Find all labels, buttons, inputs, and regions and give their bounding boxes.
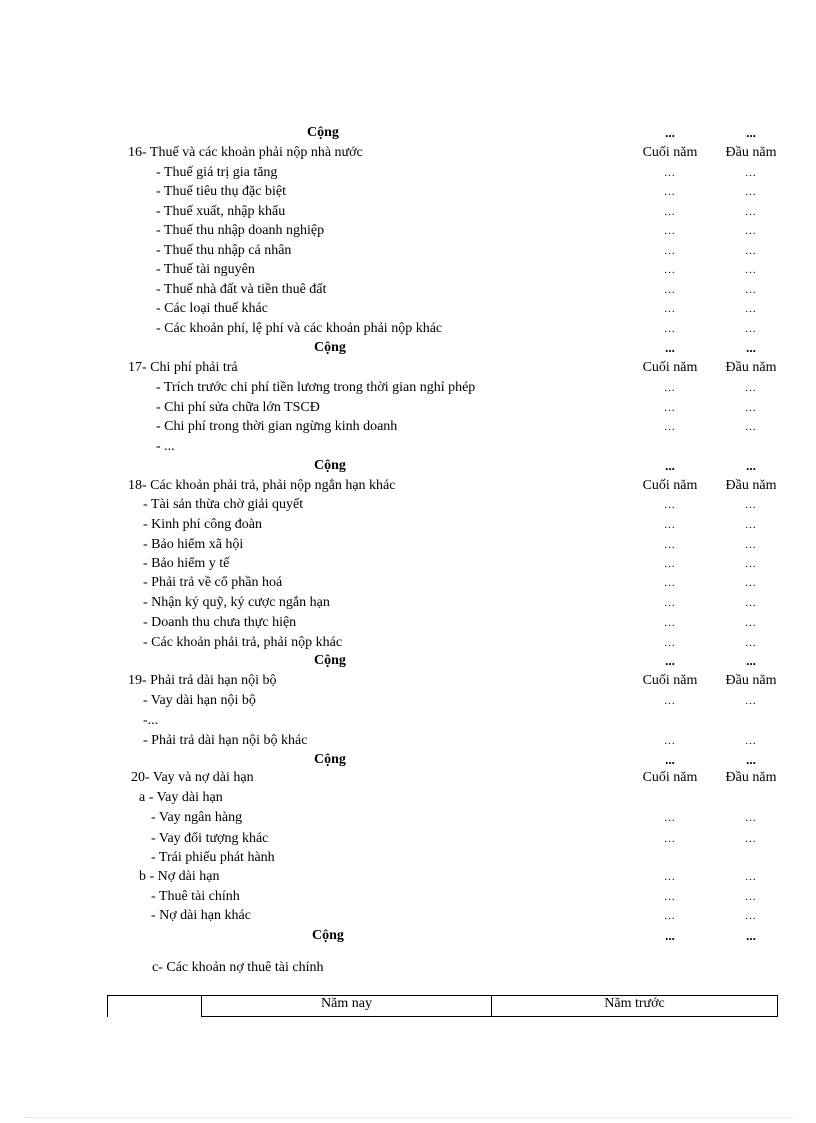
section-heading: 17- Chi phí phải trả	[128, 360, 238, 375]
table-header-current-year: Năm nay	[202, 996, 492, 1017]
line-item-row	[0, 241, 816, 261]
end-of-year-header: Cuối năm	[642, 673, 698, 688]
end-of-year-value: ...	[664, 910, 676, 922]
line-item-label: - Trích trước chi phí tiền lương trong thời gian nghỉ phép	[156, 380, 476, 395]
line-item-row	[0, 280, 816, 300]
line-item-row	[0, 906, 816, 926]
section-heading-row	[0, 358, 816, 378]
beginning-of-year-value: ...	[745, 539, 757, 551]
end-of-year-value: ...	[664, 558, 676, 570]
beginning-of-year-value: ...	[745, 402, 757, 414]
beginning-of-year-value: ...	[745, 833, 757, 845]
line-item-row	[0, 711, 816, 731]
line-item-row	[0, 319, 816, 339]
end-of-year-value: ...	[664, 597, 676, 609]
beginning-of-year-header: Đầu năm	[725, 673, 777, 688]
end-of-year-header: Cuối năm	[642, 360, 698, 375]
line-item-row	[0, 887, 816, 907]
line-item-label: - Phải trả dài hạn nội bộ khác	[143, 733, 308, 748]
line-item-label: - Các khoản phí, lệ phí và các khoản phải nộp khác	[156, 321, 443, 336]
beginning-of-year-value: ...	[745, 910, 757, 922]
line-item-label: - Thuế nhà đất và tiền thuê đất	[156, 282, 327, 297]
line-item-label: - Chi phí sửa chữa lớn TSCĐ	[156, 400, 320, 415]
beginning-of-year-value: ...	[746, 340, 756, 355]
line-item-label: a - Vay dài hạn	[139, 790, 223, 805]
line-item-label: - ...	[156, 439, 175, 454]
beginning-of-year-header: Đầu năm	[725, 360, 777, 375]
line-item-label: - Thuê tài chính	[151, 889, 240, 904]
total-label: Cộng	[314, 653, 346, 668]
total-row	[0, 651, 816, 671]
end-of-year-header: Cuối năm	[642, 478, 698, 493]
end-of-year-value: ...	[664, 186, 676, 198]
end-of-year-value: ...	[664, 167, 676, 179]
beginning-of-year-value: ...	[745, 735, 757, 747]
line-item-row	[0, 554, 816, 574]
table-header-previous-year: Năm trước	[492, 996, 778, 1017]
beginning-of-year-value: ...	[746, 458, 756, 473]
total-row	[0, 456, 816, 476]
line-item-label: - Bảo hiểm y tế	[143, 556, 230, 571]
line-item-label: - Phải trả về cổ phần hoá	[143, 575, 283, 590]
beginning-of-year-value: ...	[745, 167, 757, 179]
end-of-year-value: ...	[664, 577, 676, 589]
end-of-year-value: ...	[664, 891, 676, 903]
line-item-row	[0, 378, 816, 398]
line-item-label: - Nợ dài hạn khác	[151, 908, 251, 923]
total-row	[0, 123, 816, 143]
beginning-of-year-value: ...	[745, 871, 757, 883]
beginning-of-year-value: ...	[745, 421, 757, 433]
line-item-row	[0, 437, 816, 457]
end-of-year-value: ...	[664, 871, 676, 883]
line-item-label: - Thuế xuất, nhập khẩu	[156, 204, 286, 219]
beginning-of-year-value: ...	[746, 653, 756, 668]
end-of-year-value: ...	[665, 340, 675, 355]
line-item-label: - Các khoản phải trả, phải nộp khác	[143, 635, 343, 650]
line-item-row	[0, 613, 816, 633]
beginning-of-year-value: ...	[745, 264, 757, 276]
line-item-label: - Bảo hiểm xã hội	[143, 537, 244, 552]
beginning-of-year-value: ...	[745, 382, 757, 394]
beginning-of-year-header: Đầu năm	[725, 770, 777, 785]
beginning-of-year-value: ...	[745, 186, 757, 198]
beginning-of-year-value: ...	[745, 617, 757, 629]
end-of-year-value: ...	[665, 928, 675, 943]
end-of-year-value: ...	[664, 225, 676, 237]
end-of-year-value: ...	[664, 303, 676, 315]
line-item-row	[0, 633, 816, 653]
line-item-row	[0, 535, 816, 555]
end-of-year-value: ...	[665, 653, 675, 668]
end-of-year-value: ...	[664, 402, 676, 414]
line-item-row	[0, 573, 816, 593]
total-label: Cộng	[314, 458, 346, 473]
line-item-label: c- Các khoản nợ thuê tài chính	[152, 960, 324, 975]
line-item-label: - Doanh thu chưa thực hiện	[143, 615, 297, 630]
total-label: Cộng	[312, 928, 344, 943]
end-of-year-value: ...	[664, 499, 676, 511]
end-of-year-value: ...	[665, 752, 675, 767]
end-of-year-value: ...	[665, 125, 675, 140]
end-of-year-value: ...	[664, 812, 676, 824]
line-item-label: - Thuế thu nhập cá nhân	[156, 243, 292, 258]
end-of-year-value: ...	[664, 735, 676, 747]
line-item-row	[0, 417, 816, 437]
line-item-label: - Thuế thu nhập doanh nghiệp	[156, 223, 325, 238]
beginning-of-year-value: ...	[745, 812, 757, 824]
line-item-label: - Vay đối tượng khác	[151, 831, 269, 846]
beginning-of-year-value: ...	[745, 519, 757, 531]
section-heading: 19- Phải trả dài hạn nội bộ	[128, 673, 277, 688]
table-header-row	[108, 996, 778, 1017]
line-item-row	[0, 808, 816, 828]
total-label: Cộng	[307, 125, 339, 140]
line-item-row	[0, 221, 816, 241]
beginning-of-year-value: ...	[745, 695, 757, 707]
beginning-of-year-value: ...	[745, 303, 757, 315]
end-of-year-value: ...	[664, 323, 676, 335]
end-of-year-value: ...	[664, 245, 676, 257]
end-of-year-value: ...	[664, 539, 676, 551]
end-of-year-header: Cuối năm	[642, 145, 698, 160]
finance-lease-table	[107, 995, 778, 1017]
beginning-of-year-value: ...	[746, 752, 756, 767]
end-of-year-value: ...	[664, 382, 676, 394]
end-of-year-header: Cuối năm	[642, 770, 698, 785]
line-item-row	[0, 691, 816, 711]
section-heading: 16- Thuế và các khoản phải nộp nhà nước	[128, 145, 363, 160]
beginning-of-year-value: ...	[745, 891, 757, 903]
line-item-label: b - Nợ dài hạn	[139, 869, 220, 884]
line-item-row	[0, 593, 816, 613]
section-heading: 18- Các khoản phải trả, phải nộp ngắn hạn khác	[128, 478, 396, 493]
line-item-label: - Thuế tiêu thụ đặc biệt	[156, 184, 286, 199]
total-label: Cộng	[314, 340, 346, 355]
line-item-label: - Vay ngân hàng	[151, 810, 243, 825]
end-of-year-value: ...	[664, 695, 676, 707]
beginning-of-year-value: ...	[745, 206, 757, 218]
line-item-row	[0, 398, 816, 418]
beginning-of-year-value: ...	[745, 245, 757, 257]
beginning-of-year-value: ...	[745, 499, 757, 511]
beginning-of-year-value: ...	[745, 597, 757, 609]
end-of-year-value: ...	[664, 637, 676, 649]
line-item-label: - Tài sản thừa chờ giải quyết	[143, 497, 304, 512]
line-item-label: - Các loại thuế khác	[156, 301, 268, 316]
beginning-of-year-value: ...	[746, 928, 756, 943]
section-heading-row	[0, 768, 816, 788]
page-bottom-divider	[24, 1117, 794, 1118]
beginning-of-year-value: ...	[745, 577, 757, 589]
line-item-row	[0, 515, 816, 535]
line-item-label: - Nhận ký quỹ, ký cược ngắn hạn	[143, 595, 330, 610]
beginning-of-year-value: ...	[745, 284, 757, 296]
line-item-label: - Kinh phí công đoàn	[143, 517, 262, 532]
end-of-year-value: ...	[665, 458, 675, 473]
line-item-row	[0, 182, 816, 202]
total-row	[0, 338, 816, 358]
line-item-label: - Vay dài hạn nội bộ	[143, 693, 256, 708]
section-heading-row	[0, 476, 816, 496]
beginning-of-year-value: ...	[745, 637, 757, 649]
table-header-blank	[108, 996, 202, 1017]
end-of-year-value: ...	[664, 519, 676, 531]
beginning-of-year-value: ...	[745, 558, 757, 570]
line-item-row	[0, 260, 816, 280]
line-item-label: -...	[143, 713, 159, 728]
line-item-row	[0, 848, 816, 868]
beginning-of-year-header: Đầu năm	[725, 145, 777, 160]
total-row	[0, 750, 816, 770]
end-of-year-value: ...	[664, 833, 676, 845]
beginning-of-year-value: ...	[745, 323, 757, 335]
line-item-row	[0, 495, 816, 515]
end-of-year-value: ...	[664, 284, 676, 296]
line-item-label: - Thuế giá trị gia tăng	[156, 165, 278, 180]
end-of-year-value: ...	[664, 421, 676, 433]
line-item-row	[0, 829, 816, 849]
line-item-row	[0, 163, 816, 183]
end-of-year-value: ...	[664, 264, 676, 276]
line-item-label: - Chi phí trong thời gian ngừng kinh doanh	[156, 419, 398, 434]
section-heading: 20- Vay và nợ dài hạn	[131, 770, 254, 785]
line-item-row	[0, 867, 816, 887]
beginning-of-year-value: ...	[746, 125, 756, 140]
line-item-row	[0, 202, 816, 222]
end-of-year-value: ...	[664, 206, 676, 218]
line-item-row	[0, 731, 816, 751]
line-item-row	[0, 958, 816, 978]
line-item-row	[0, 299, 816, 319]
total-row	[0, 926, 816, 946]
line-item-label: - Trái phiếu phát hành	[151, 850, 275, 865]
line-item-row	[0, 788, 816, 808]
beginning-of-year-value: ...	[745, 225, 757, 237]
line-item-label: - Thuế tài nguyên	[156, 262, 255, 277]
total-label: Cộng	[314, 752, 346, 767]
section-heading-row	[0, 143, 816, 163]
beginning-of-year-header: Đầu năm	[725, 478, 777, 493]
end-of-year-value: ...	[664, 617, 676, 629]
section-heading-row	[0, 671, 816, 691]
